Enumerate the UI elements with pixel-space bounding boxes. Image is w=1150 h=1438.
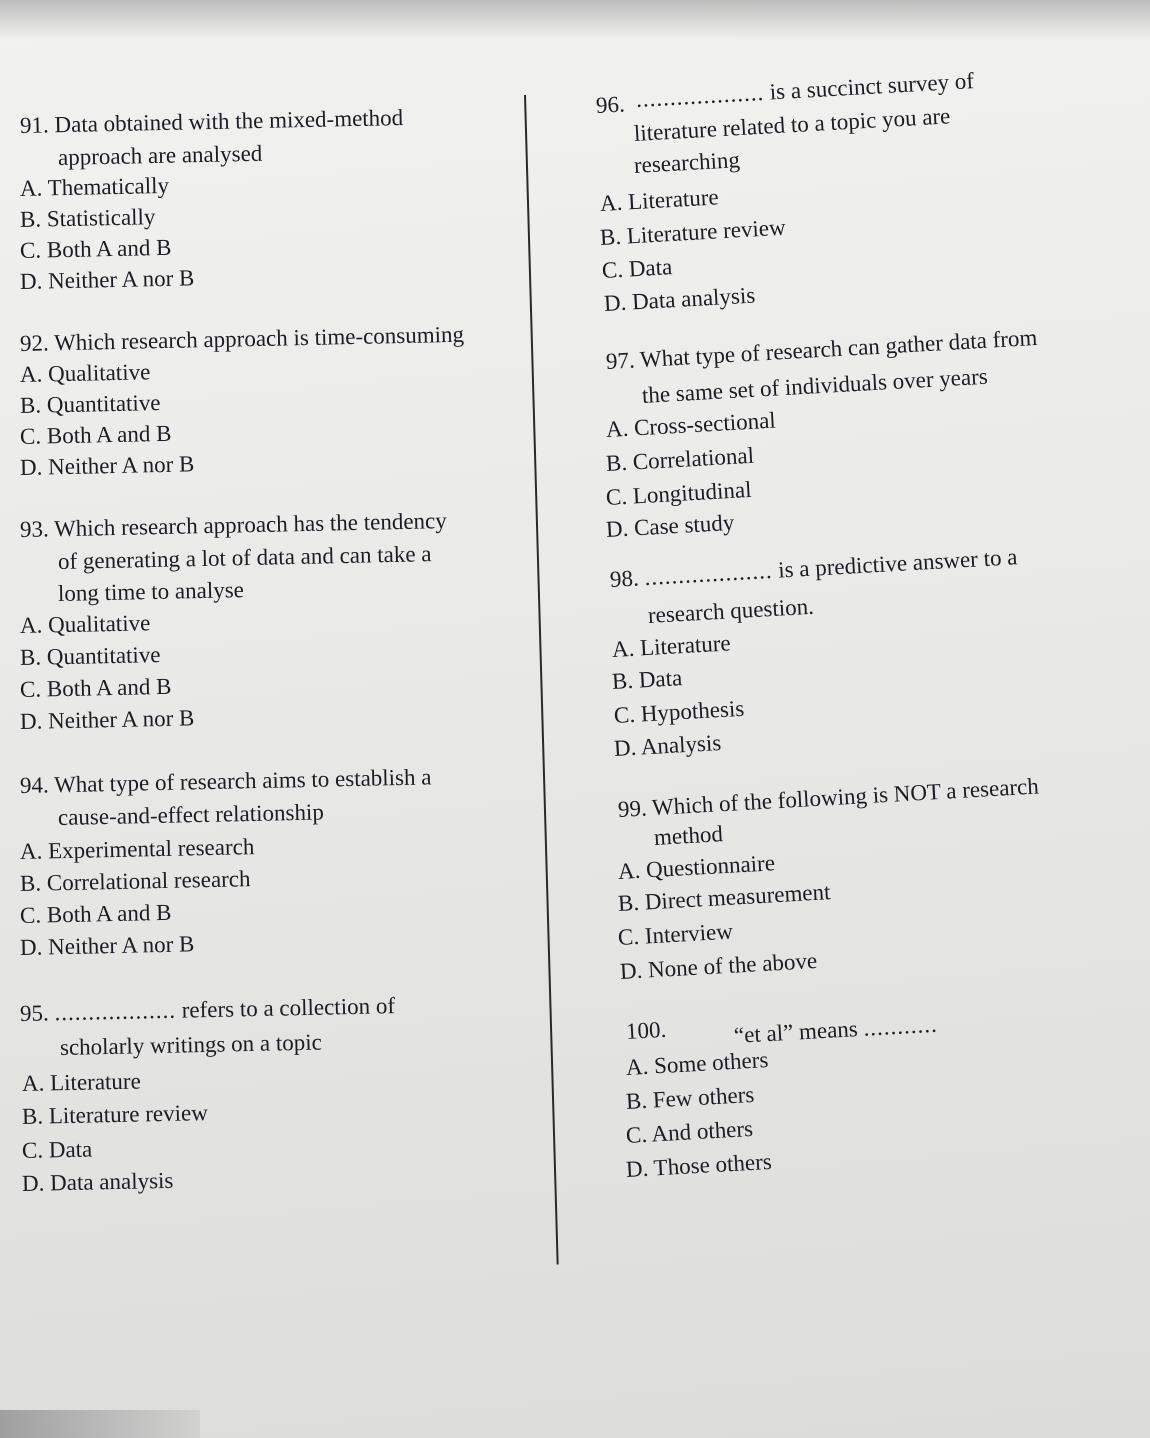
q91-option-c: C. Both A and B [19,234,172,263]
q96-option-a: A. Literature [599,184,720,216]
q96-blank: ................... [635,79,765,112]
top-shadow [0,0,1150,40]
q91-stem: 91. Data obtained with the mixed-method [19,104,404,138]
q96-option-b: B. Literature review [599,214,787,250]
q100-option-c: C. And others [625,1115,754,1148]
q91-stem-cont: approach are analysed [57,140,263,170]
q98-option-b: B. Data [611,665,683,694]
q95-option-d: D. Data analysis [21,1167,174,1196]
q98-option-c: C. Hypothesis [613,695,745,728]
q99-option-d: D. None of the above [619,948,818,984]
q95-option-b: B. Literature review [21,1100,209,1129]
q100-option-a: A. Some others [625,1047,769,1080]
q93-option-c: C. Both A and B [19,673,172,702]
q94-option-c: C. Both A and B [19,899,172,928]
q96-stem-text: is a succinct survey of [769,68,975,105]
q100-number: 100. [625,1016,667,1044]
q98-number: 98. [609,565,640,592]
q95-stem-text: refers to a collection of [181,993,396,1023]
q99-stem: 99. Which of the following is NOT a research [617,773,1040,822]
q91-option-a: A. Thematically [19,172,170,201]
q100-option-d: D. Those others [625,1148,773,1182]
q94-stem: 94. What type of research aims to establish a [19,764,432,798]
q96-option-d: D. Data analysis [603,282,756,316]
bottom-edge-shadow [0,1410,200,1438]
q99-stem-cont: method [653,821,724,850]
q95-blank: .................. [54,997,177,1026]
q98-option-a: A. Literature [611,630,732,662]
q97-option-d: D. Case study [605,509,735,542]
q98-stem-text: is a predictive answer to a [777,544,1019,583]
q95-option-a: A. Literature [21,1068,142,1096]
q100-option-b: B. Few others [625,1081,755,1114]
q93-option-d: D. Neither A nor B [19,705,195,734]
q95-stem-cont: scholarly writings on a topic [59,1029,323,1060]
q95-option-c: C. Data [21,1136,93,1163]
q96-option-c: C. Data [601,254,673,283]
q93-stem-cont-1: of generating a lot of data and can take a [57,541,432,574]
q99-option-b: B. Direct measurement [617,879,832,916]
q93-stem: 93. Which research approach has the tendency [19,508,447,542]
q97-option-b: B. Correlational [605,442,755,476]
q94-option-b: B. Correlational research [19,866,251,896]
q93-stem-cont-2: long time to analyse [57,577,245,606]
q97-stem-cont: the same set of individuals over years [641,363,989,408]
q96-stem-cont-1: literature related to a topic you are [633,103,951,146]
q98-stem-cont: research question. [647,593,815,628]
q92-option-a: A. Qualitative [19,359,151,387]
q98-option-d: D. Analysis [613,730,722,761]
q93-option-a: A. Qualitative [19,610,151,638]
q94-option-d: D. Neither A nor B [19,931,195,960]
q99-option-c: C. Interview [617,918,734,950]
q98-blank: ................... [643,557,774,591]
q92-option-c: C. Both A and B [19,420,172,449]
q96-stem-cont-2: researching [633,147,741,178]
q97-option-c: C. Longitudinal [605,476,753,510]
q91-option-b: B. Statistically [19,204,156,232]
q94-option-a: A. Experimental research [19,834,255,864]
q97-option-a: A. Cross-sectional [605,407,777,442]
q92-stem: 92. Which research approach is time-consuming [19,321,465,356]
q97-stem: 97. What type of research can gather data from [605,324,1038,374]
q94-stem-cont: cause-and-effect relationship [57,799,325,830]
q100-stem-text: “et al” means [733,1016,859,1048]
q96-number: 96. [595,91,626,118]
q93-option-b: B. Quantitative [19,642,161,670]
q95-number: 95. [19,1000,49,1026]
q92-option-d: D. Neither A nor B [19,451,195,480]
q92-option-b: B. Quantitative [19,390,161,418]
q91-option-d: D. Neither A nor B [19,265,195,294]
q99-option-a: A. Questionnaire [617,850,776,884]
q100-blank: ........... [862,1011,939,1041]
